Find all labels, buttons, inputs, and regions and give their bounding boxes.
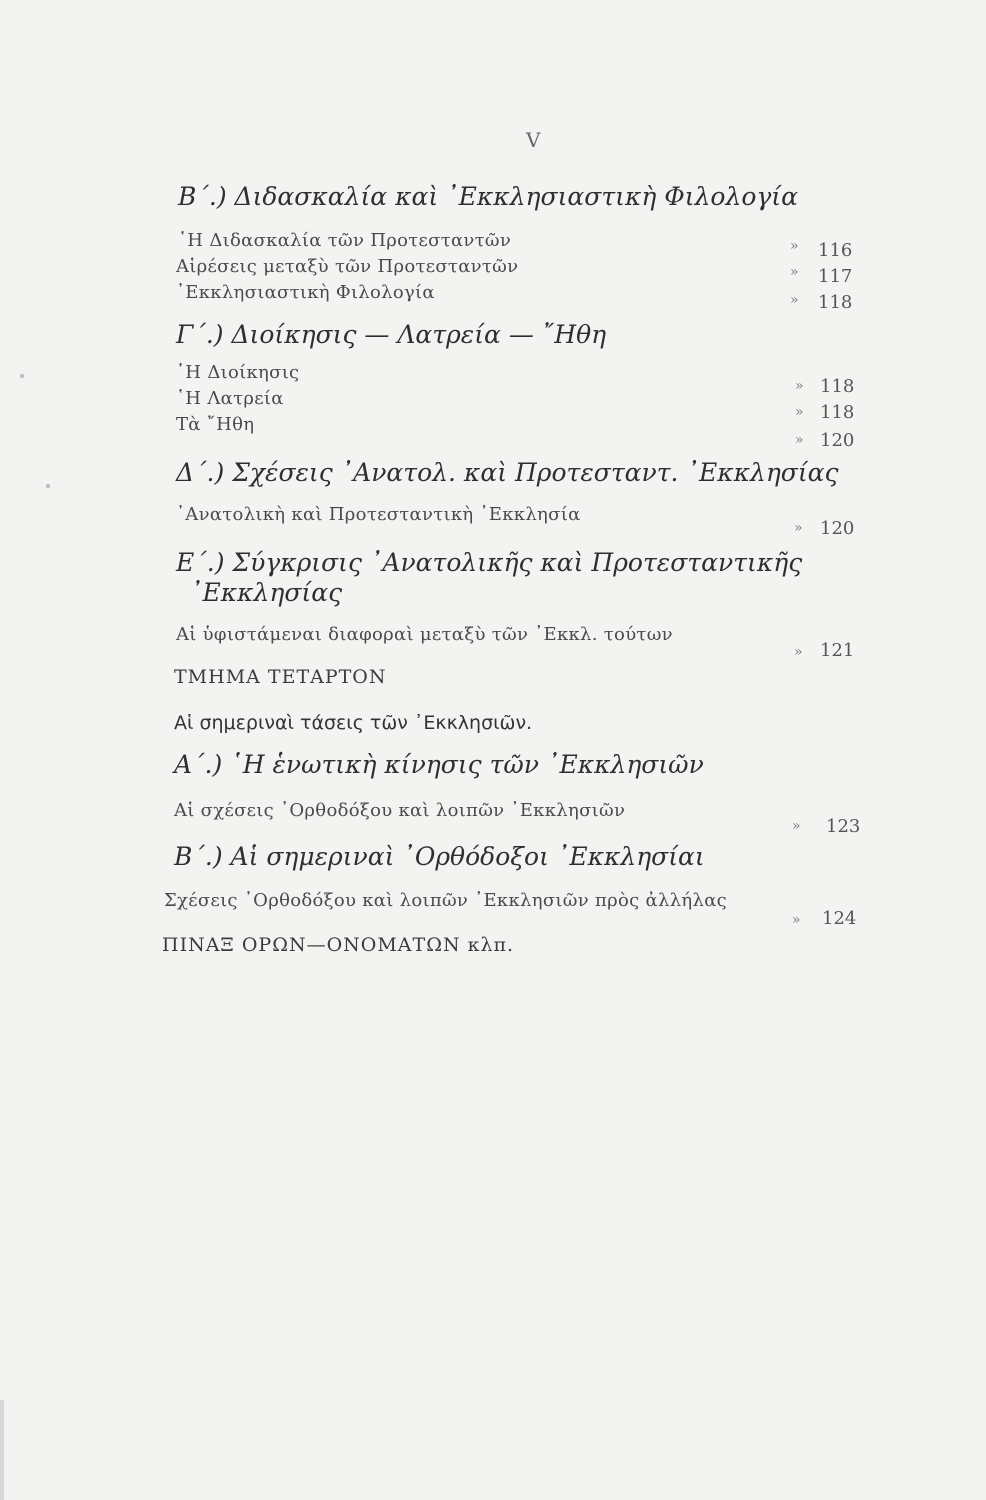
toc-entry-1: ῾Η Διδασκαλία τῶν Προτεσταντῶν [178, 230, 512, 251]
toc-mark-3: » [790, 292, 799, 308]
toc-mark-2: » [790, 264, 799, 280]
heading-b-orthodoxoi: Β΄.) Αἱ σημεριναὶ ᾿Ορθόδοξοι ᾿Εκκλησίαι [174, 842, 705, 871]
toc-entry-5: ῾Η Λατρεία [176, 388, 284, 409]
toc-page-10: 124 [822, 908, 857, 929]
toc-mark-1: » [790, 238, 799, 254]
toc-page-6: 120 [820, 430, 855, 451]
toc-mark-7: » [794, 520, 803, 536]
toc-mark-9: » [792, 818, 801, 834]
toc-entry-2: Αἱρέσεις μεταξὺ τῶν Προτεσταντῶν [176, 256, 519, 277]
toc-entry-4: ῾Η Διοίκησις [176, 362, 300, 383]
toc-entry-3: ᾿Εκκλησιαστικὴ Φιλολογία [176, 282, 435, 303]
toc-mark-6: » [795, 432, 804, 448]
heading-b-didaskalia: Β΄.) Διδασκαλία καὶ ᾿Εκκλησιαστικὴ Φιλολογία [178, 182, 798, 211]
heading-a-enotiki: Α΄.) ῾Η ἑνωτικὴ κίνησις τῶν ᾿Εκκλησιῶν [174, 750, 704, 779]
toc-entry-8: Αἱ ὑφιστάμεναι διαφοραὶ μεταξὺ τῶν ᾿Εκκλ. τούτων [176, 624, 673, 645]
toc-mark-5: » [795, 404, 804, 420]
toc-page-1: 116 [818, 240, 853, 261]
toc-page-9: 123 [826, 816, 861, 837]
section-title: ΤΜΗΜΑ ΤΕΤΑΡΤΟΝ [174, 666, 387, 688]
page-number: V [526, 128, 541, 152]
margin-speck [20, 374, 24, 378]
toc-page-3: 118 [818, 292, 853, 313]
heading-g-dioikisis: Γ΄.) Διοίκησις — Λατρεία — ῎Ηθη [176, 320, 607, 349]
toc-page-5: 118 [820, 402, 855, 423]
heading-d-sxeseis: Δ΄.) Σχέσεις ᾿Ανατολ. καὶ Προτεσταντ. ᾿Εκκλησίας [176, 458, 839, 487]
toc-mark-10: » [792, 912, 801, 928]
toc-page-4: 118 [820, 376, 855, 397]
toc-entry-7: ᾿Ανατολικὴ καὶ Προτεσταντικὴ ᾿Εκκλησία [176, 504, 581, 525]
page-edge [0, 1400, 4, 1500]
toc-page-8: 121 [820, 640, 855, 661]
toc-entry-6: Τὰ ῎Ηθη [176, 414, 255, 435]
toc-page-7: 120 [820, 518, 855, 539]
toc-page-2: 117 [818, 266, 853, 287]
heading-e-sygkrisis-cont: ᾿Εκκλησίας [190, 578, 343, 607]
heading-e-sygkrisis: Ε΄.) Σύγκρισις ᾿Ανατολικῆς καὶ Προτεσταντικῆς [176, 548, 803, 577]
toc-entry-9: Αἱ σχέσεις ᾿Ορθοδόξου καὶ λοιπῶν ᾿Εκκλησιῶν [174, 800, 626, 821]
margin-speck [46, 484, 50, 488]
index-title: ΠΙΝΑΞ ΟΡΩΝ—ΟΝΟΜΑΤΩΝ κλπ. [162, 934, 515, 956]
toc-mark-8: » [794, 644, 803, 660]
toc-entry-10: Σχέσεις ᾿Ορθοδόξου καὶ λοιπῶν ᾿Εκκλησιῶν πρὸς ἀλλήλας [164, 890, 728, 911]
toc-mark-4: » [795, 378, 804, 394]
section-subtitle: Αἱ σημεριναὶ τάσεις τῶν ᾿Εκκλησιῶν. [174, 712, 533, 734]
